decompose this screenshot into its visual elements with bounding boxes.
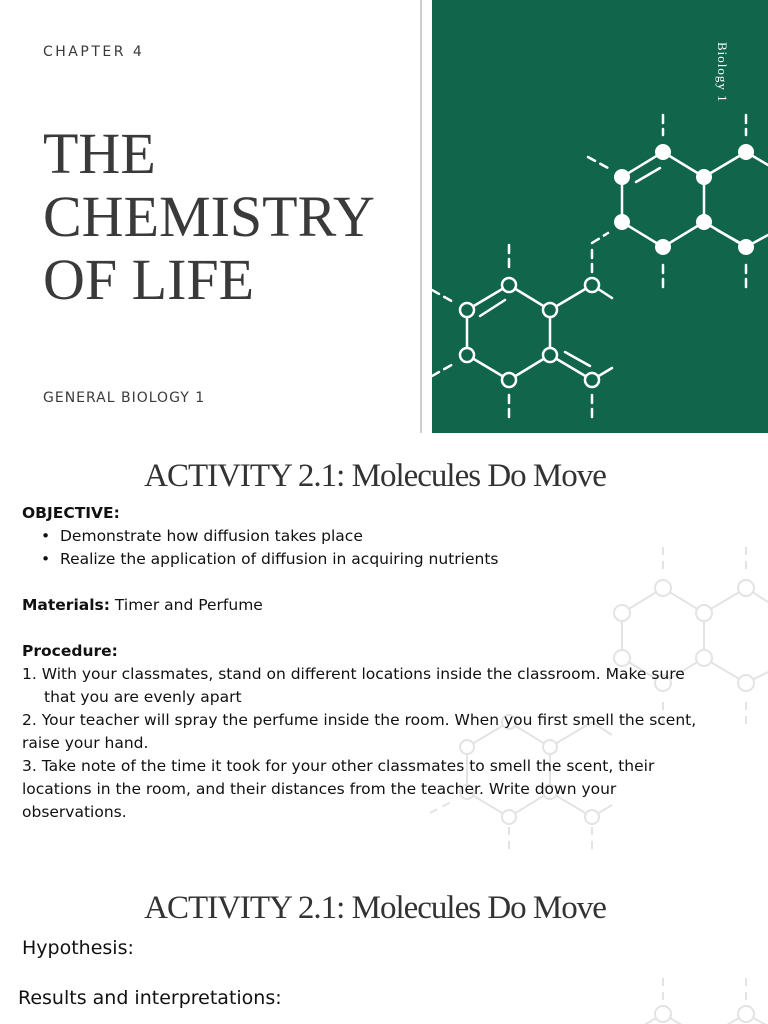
materials-value: Timer and Perfume [109, 596, 263, 614]
materials-line [22, 594, 712, 617]
materials-label: Materials: [22, 596, 110, 614]
procedure-step: 2. Your teacher will spray the perfume inside the room. When you first smell the scent, raise your hand. [22, 711, 697, 752]
results-label: Results and interpretations: [18, 987, 282, 1009]
activity-slide [0, 436, 768, 868]
objective-text: Realize the application of diffusion in acquiring nutrients [60, 550, 499, 568]
list-item [22, 525, 712, 548]
title-line: CHEMISTRY [43, 184, 375, 249]
vertical-course-label: Biology 1 [715, 42, 730, 103]
title-line: OF LIFE [43, 247, 255, 312]
title-line: THE [43, 121, 156, 186]
activity-heading: ACTIVITY 2.1: Molecules Do Move [144, 458, 606, 494]
vertical-divider [420, 0, 422, 433]
list-item [22, 548, 712, 571]
procedure-step: 3. Take note of the time it took for your other classmates to smell the scent, their locations in the room, and their distances from the teacher. Write down your observations. [22, 757, 655, 821]
bullet-icon: • [41, 527, 51, 545]
procedure-label: Procedure: [22, 642, 118, 660]
bullet-icon: • [41, 550, 51, 568]
chapter-label: CHAPTER 4 [43, 44, 145, 60]
hypothesis-label: Hypothesis: [22, 937, 134, 959]
results-heading: ACTIVITY 2.1: Molecules Do Move [144, 890, 606, 926]
objective-text: Demonstrate how diffusion takes place [60, 527, 363, 545]
subtitle: GENERAL BIOLOGY 1 [43, 390, 206, 406]
title-slide [0, 0, 768, 433]
molecule-watermark-icon [580, 978, 768, 1024]
procedure-step: 1. With your classmates, stand on different locations inside the classroom. Make sure that you are evenly apart [22, 665, 685, 706]
results-slide [0, 868, 768, 1024]
page-title [43, 122, 413, 311]
activity-body [22, 502, 712, 824]
objective-list [22, 525, 712, 571]
objective-label: OBJECTIVE: [22, 504, 120, 522]
